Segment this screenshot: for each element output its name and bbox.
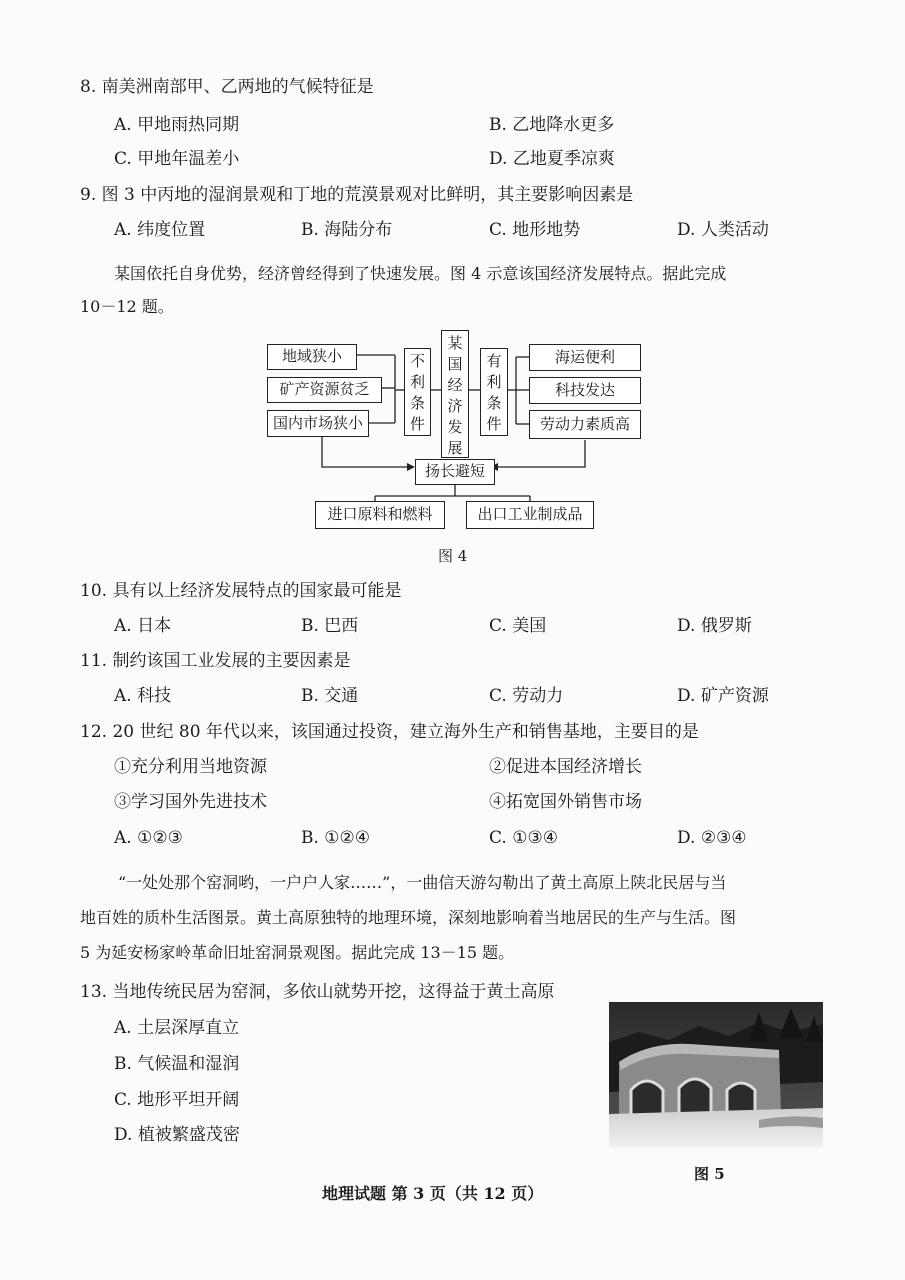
q12-statement-2: ②促进本国经济增长 (489, 757, 642, 777)
outcome-box-import: 进口原料和燃料 (315, 501, 445, 529)
q10-option-d: D. 俄罗斯 (677, 616, 752, 636)
q12-option-c: C. ①③④ (489, 828, 558, 848)
q13-option-c: C. 地形平坦开阔 (114, 1090, 240, 1110)
q9-option-d: D. 人类活动 (677, 220, 769, 240)
advantage-box-2: 科技发达 (529, 377, 641, 404)
figure-4-caption: 图 4 (438, 547, 468, 565)
center-country-economy-box: 某 国 经 济 发 展 (441, 330, 469, 458)
q13-option-b: B. 气候温和湿润 (114, 1054, 240, 1074)
q8-option-d: D. 乙地夏季凉爽 (489, 149, 615, 169)
outcome-box-export: 出口工业制成品 (466, 501, 594, 529)
q12-option-d: D. ②③④ (677, 828, 747, 848)
q10-option-b: B. 巴西 (301, 616, 359, 636)
disadvantage-box-3: 国内市场狭小 (267, 410, 369, 437)
q12-option-b: B. ①②④ (301, 828, 371, 848)
q8-option-b: B. 乙地降水更多 (489, 115, 615, 135)
q13-option-a: A. 土层深厚直立 (114, 1018, 240, 1038)
q11-option-a: A. 科技 (114, 686, 172, 706)
q13-option-d: D. 植被繁盛茂密 (114, 1125, 240, 1145)
q10-stem: 10. 具有以上经济发展特点的国家最可能是 (80, 581, 402, 601)
q10-option-a: A. 日本 (114, 616, 172, 636)
q9-option-b: B. 海陆分布 (301, 220, 393, 240)
q9-stem: 9. 图 3 中丙地的湿润景观和丁地的荒漠景观对比鲜明，其主要影响因素是 (80, 185, 634, 205)
advantage-box-3: 劳动力素质高 (529, 410, 641, 439)
q8-option-c: C. 甲地年温差小 (114, 149, 240, 169)
q12-statement-3: ③学习国外先进技术 (114, 792, 267, 812)
figure-5-cave-dwelling-photo (609, 1002, 823, 1148)
passage-1-line-2: 10－12 题。 (80, 297, 174, 316)
disadvantage-box-1: 地域狭小 (267, 344, 357, 370)
disadvantage-label: 不 利 条 件 (404, 348, 431, 436)
q12-stem: 12. 20 世纪 80 年代以来，该国通过投资，建立海外生产和销售基地，主要目的是 (80, 722, 699, 742)
q10-option-c: C. 美国 (489, 616, 547, 636)
passage-2-line-3: 5 为延安杨家岭革命旧址窑洞景观图。据此完成 13－15 题。 (80, 943, 515, 962)
q8-option-a: A. 甲地雨热同期 (114, 115, 240, 135)
advantage-box-1: 海运便利 (529, 344, 641, 371)
q11-option-c: C. 劳动力 (489, 686, 564, 706)
q13-stem: 13. 当地传统民居为窑洞，多依山就势开挖，这得益于黄土高原 (80, 982, 555, 1002)
figure-5-caption: 图 5 (694, 1165, 725, 1183)
q11-option-d: D. 矿产资源 (677, 686, 769, 706)
q12-statement-1: ①充分利用当地资源 (114, 757, 267, 777)
q11-option-b: B. 交通 (301, 686, 359, 706)
advantage-label: 有 利 条 件 (480, 348, 508, 436)
q11-stem: 11. 制约该国工业发展的主要因素是 (80, 651, 351, 671)
passage-1-line-1: 某国依托自身优势，经济曾经得到了快速发展。图 4 示意该国经济发展特点。据此完成 (114, 264, 727, 283)
q12-option-a: A. ①②③ (114, 828, 183, 848)
page-footer: 地理试题 第 3 页（共 12 页） (322, 1184, 544, 1203)
passage-2-line-1: “一处处那个窑洞哟，一户户人家……”，一曲信天游勾勒出了黄土高原上陕北民居与当 (118, 873, 727, 892)
passage-2-line-2: 地百姓的质朴生活图景。黄土高原独特的地理环境，深刻地影响着当地居民的生产与生活。图 (80, 908, 737, 927)
disadvantage-box-2: 矿产资源贫乏 (267, 377, 382, 403)
q9-option-a: A. 纬度位置 (114, 220, 206, 240)
q12-statement-4: ④拓宽国外销售市场 (489, 792, 642, 812)
strategy-box: 扬长避短 (415, 459, 495, 485)
q8-stem: 8. 南美洲南部甲、乙两地的气候特征是 (80, 77, 374, 97)
q9-option-c: C. 地形地势 (489, 220, 581, 240)
